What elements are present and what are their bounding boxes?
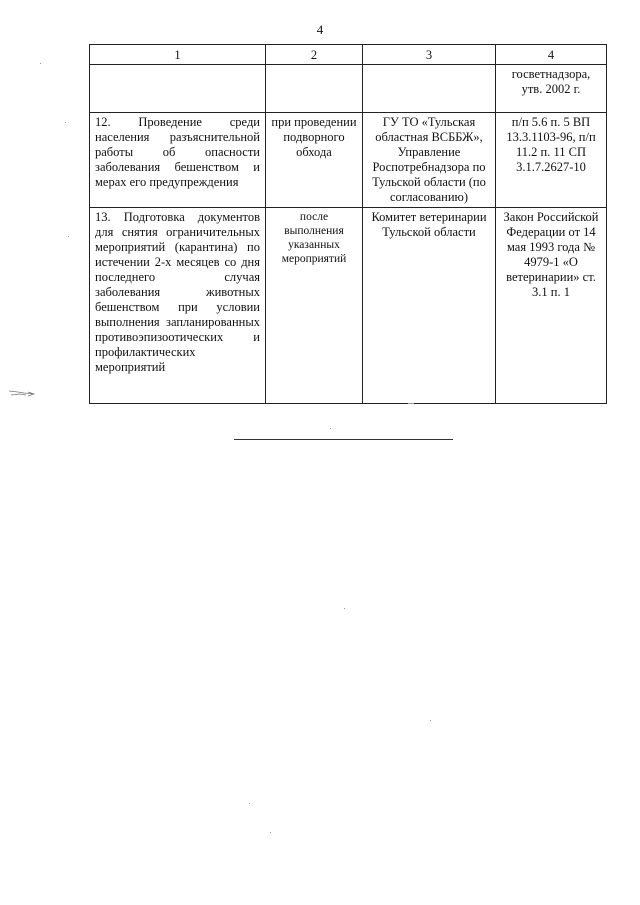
scan-speck: [65, 122, 66, 123]
column-header-3: 3: [363, 45, 496, 65]
timing-cell: при проведении подворного обхода: [266, 113, 363, 208]
column-header-1: 1: [90, 45, 266, 65]
measure-cell: [90, 65, 266, 113]
measure-cell: 13. Подготовка документов для снятия ограничительных мероприятий (карантина) по истечении 2-х месяцев со дня последнего случая заболевания животных бешенством при условии выполнения запланированных противоэпизоотических и профилактических мероприятий: [90, 208, 266, 404]
legal-basis-cell: Закон Российской Федерации от 14 мая 1993 года № 4979-1 «О ветеринарии» ст. 3.1 п. 1: [496, 208, 607, 404]
table-header-row: [90, 45, 607, 65]
responsible-cell: Комитет ветеринарии Тульской области: [363, 208, 496, 404]
page-number: 4: [316, 22, 324, 37]
table-row: [90, 65, 607, 113]
scan-speck: [344, 608, 345, 609]
table-row: [90, 113, 607, 208]
column-header-4: 4: [496, 45, 607, 65]
margin-scan-mark: [8, 388, 36, 398]
measures-table: [89, 44, 607, 404]
scan-speck: [430, 720, 431, 721]
legal-basis-cell: п/п 5.6 п. 5 ВП 13.3.1103-96, п/п 11.2 п. 11 СП 3.1.7.2627-10: [496, 113, 607, 208]
scan-speck: [270, 832, 271, 833]
responsible-cell: [363, 65, 496, 113]
timing-cell: после выполнения указанных мероприятий: [266, 208, 363, 404]
column-header-2: 2: [266, 45, 363, 65]
scan-speck: [408, 403, 414, 404]
end-of-document-rule: [234, 439, 453, 440]
measure-cell: 12. Проведение среди населения разъяснительной работы об опасности заболевания бешенством и мерах его предупреждения: [90, 113, 266, 208]
scan-speck: [330, 428, 331, 429]
responsible-cell: ГУ ТО «Тульская областная ВСББЖ», Управление Роспотребнадзора по Тульской области (по согласованию): [363, 113, 496, 208]
scan-speck: [68, 236, 69, 237]
scan-speck: [249, 803, 250, 804]
legal-basis-cell: госветнадзора, утв. 2002 г.: [496, 65, 607, 113]
timing-cell: [266, 65, 363, 113]
scan-speck: [40, 63, 41, 64]
table-row: [90, 208, 607, 404]
